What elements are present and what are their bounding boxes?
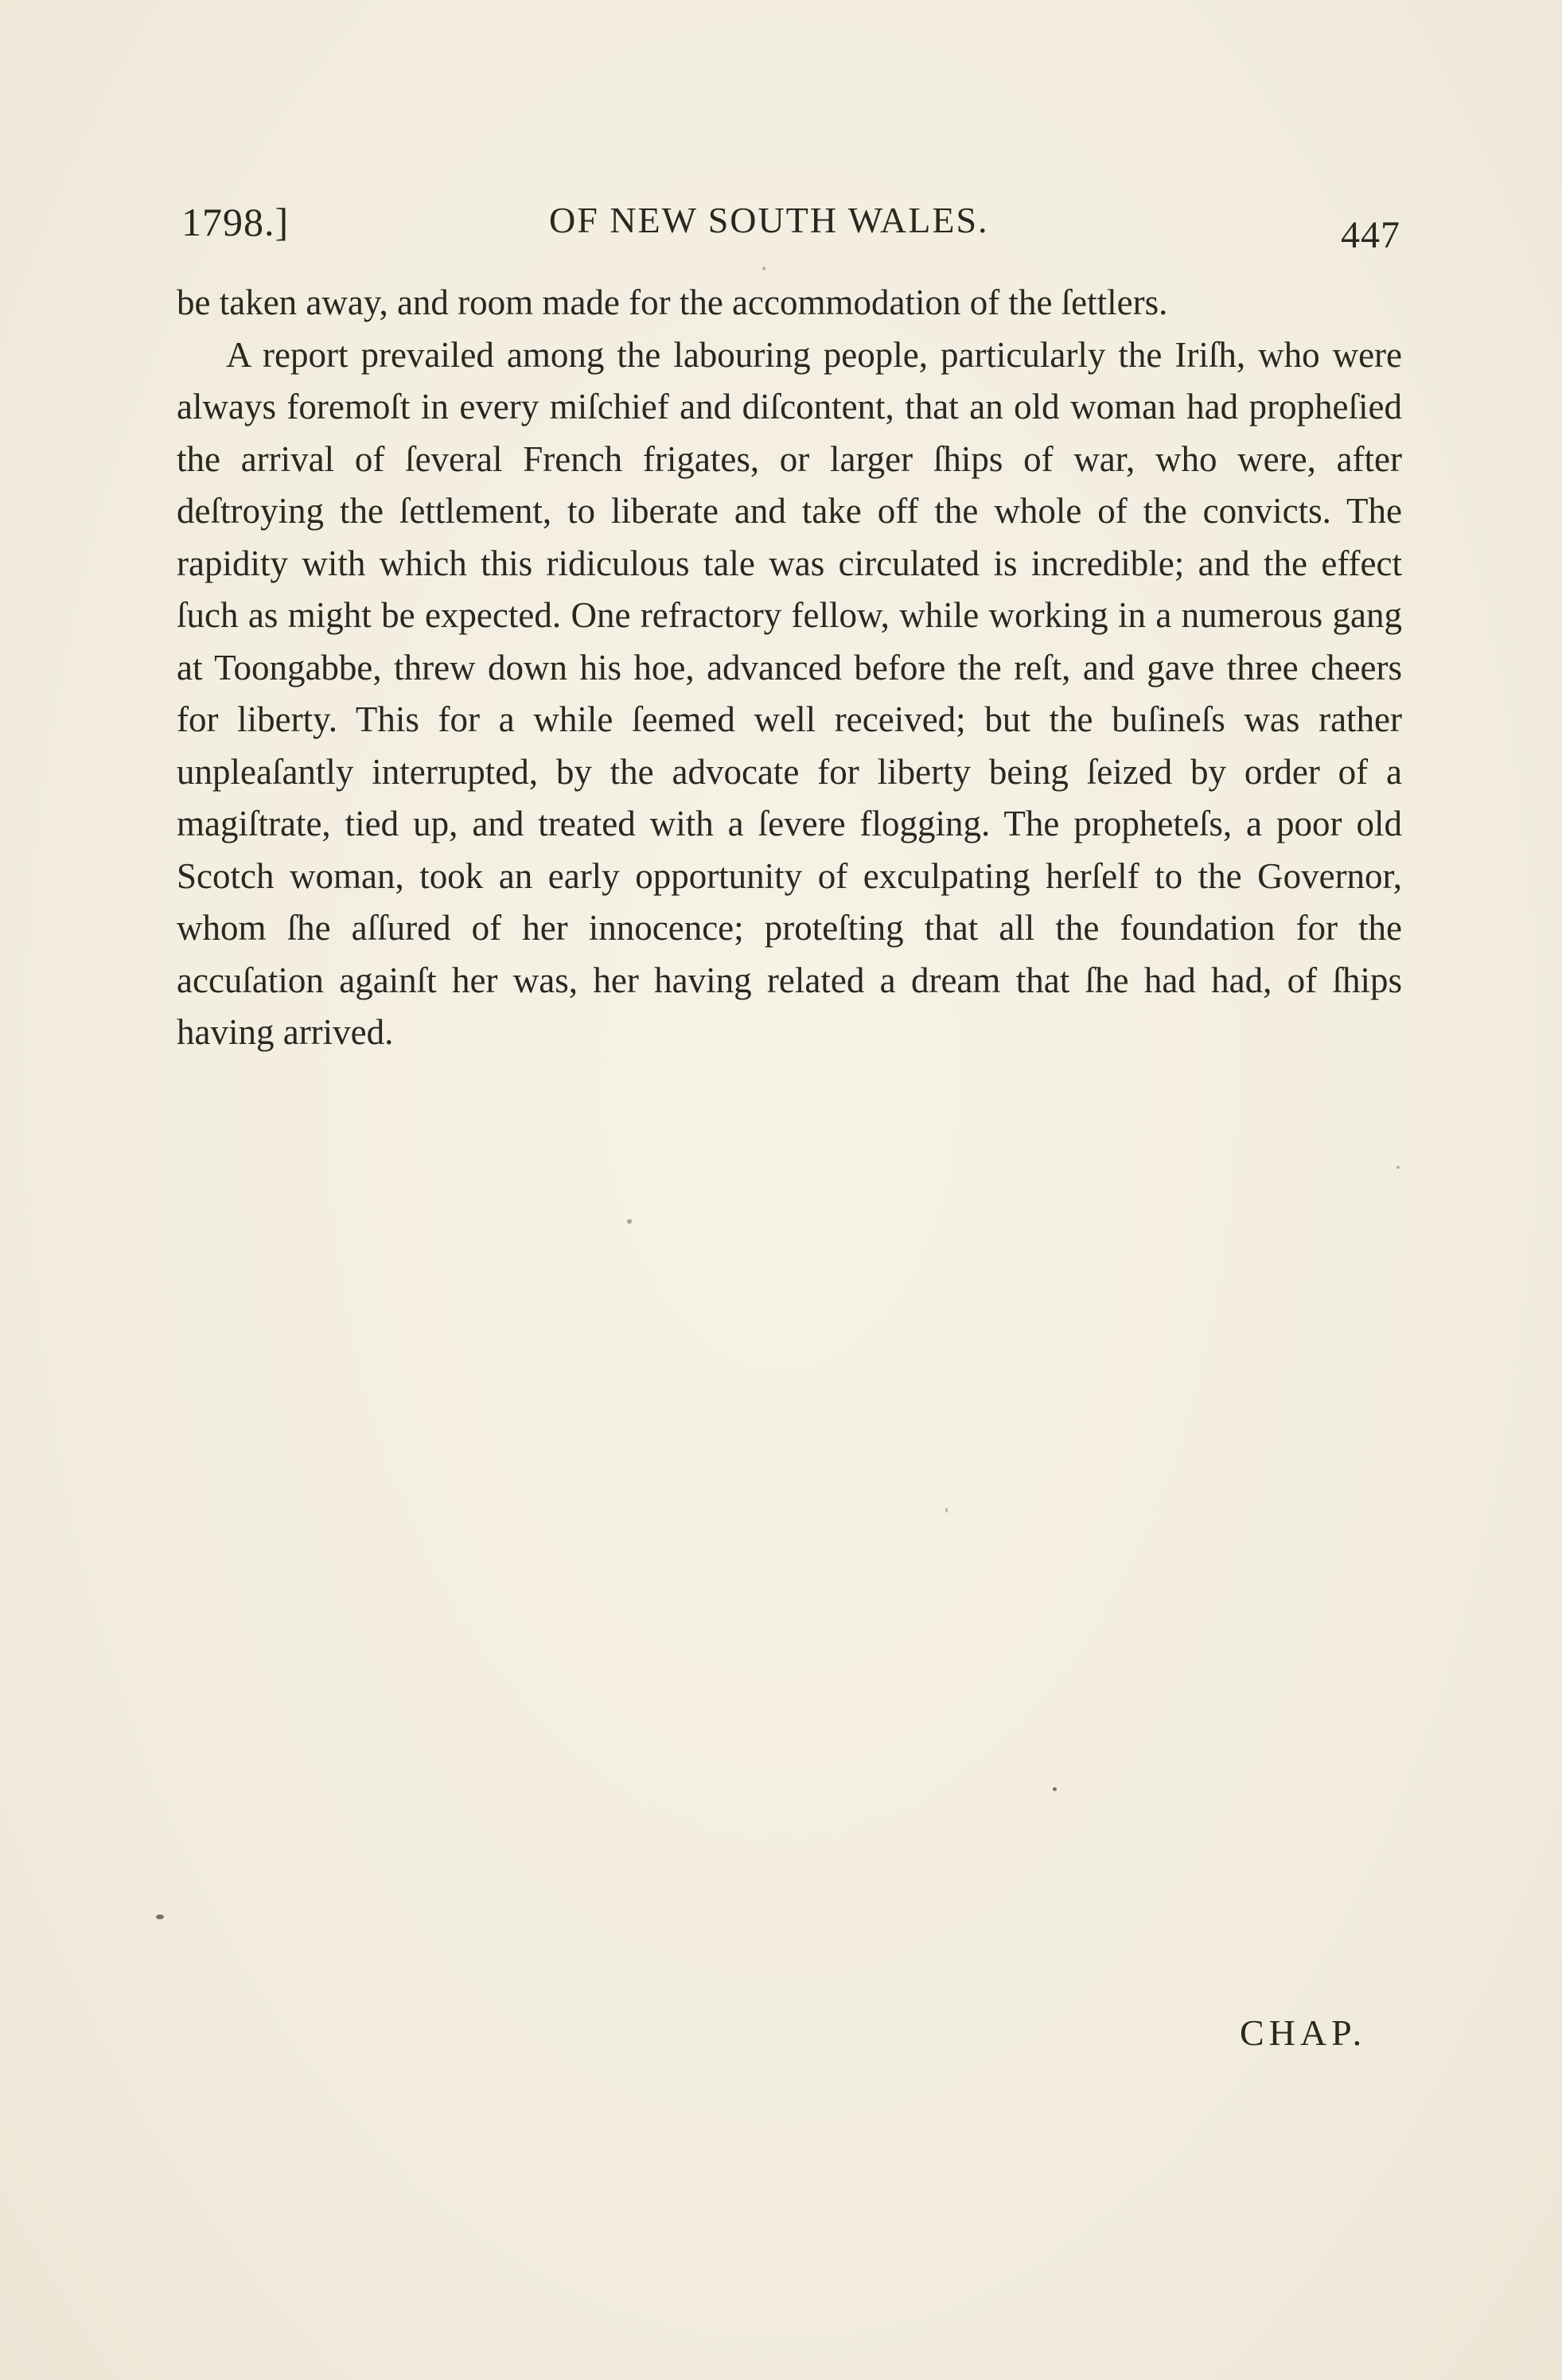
running-head (175, 199, 1400, 263)
running-head-title: OF NEW SOUTH WALES. (549, 200, 989, 240)
paper-speck (945, 1508, 948, 1513)
catchword: CHAP. (1240, 2012, 1367, 2053)
page-number: 447 (1341, 214, 1400, 256)
paper-speck (156, 1915, 164, 1919)
paragraph-continuation: be taken away, and room made for the accommodation of the ſettlers. (177, 282, 1168, 322)
paper-speck (762, 267, 765, 271)
paragraph-report: A report prevailed among the labouring people, particularly the Iriſh, who were always foremoſt in every miſchief and diſcontent, that an old woman had propheſied the arrival of ſeveral French frigates, or larger ſhips of war, who were, after deſtroying the ſettlement, to liberate and take off the whole of the convicts. The rapidity with which this ridiculous tale was circulated is incredible; and the effect ſuch as might be expected. One refractory fellow, while working in a numerous gang at Toongabbe, threw down his hoe, advanced before the reſt, and gave three cheers for liberty. This for a while ſeemed well received; but the buſineſs was rather unpleaſantly interrupted, by the advocate for liberty being ſeized by order of a magiſtrate, tied up, and treated with a ſevere flogging. The propheteſs, a poor old Scotch woman, took an early opportunity of exculpating herſelf to the Governor, whom ſhe aſſured of her innocence; proteſting that all the foundation for the accuſation againſt her was, her having related a dream that ſhe had had, of ſhips having arrived. (177, 334, 1402, 1052)
body-text (177, 277, 1402, 1059)
paper-speck (627, 1219, 632, 1224)
paper-speck (1053, 1787, 1057, 1791)
running-head-year: 1798.] (181, 200, 290, 244)
paper-speck (1396, 1166, 1400, 1169)
